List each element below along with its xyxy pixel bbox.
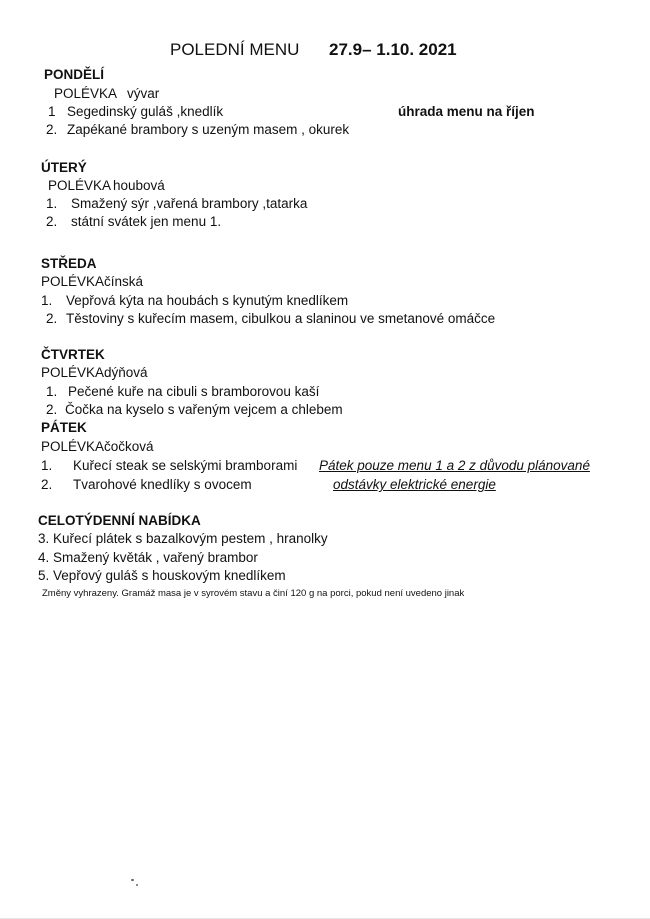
menu-item: Vepřová kýta na houbách s kynutým knedlíkem: [66, 293, 349, 308]
page-title: POLEDNÍ MENU: [170, 40, 300, 59]
scan-speck: [136, 884, 138, 886]
weekly-item: 4. Smažený květák , vařený brambor: [38, 550, 258, 565]
soup-tuesday: houbová: [113, 178, 165, 193]
payment-note: úhrada menu na říjen: [398, 104, 535, 119]
day-heading-thursday: ČTVRTEK: [41, 347, 105, 362]
soup-label-wednesday: POLÉVKA: [41, 274, 105, 289]
day-heading-wednesday: STŘEDA: [41, 256, 97, 271]
menu-item: Smažený sýr ,vařená brambory ,tatarka: [71, 196, 308, 211]
item-num: 1.: [41, 458, 53, 473]
friday-note-line1: Pátek pouze menu 1 a 2 z důvodu plánované: [319, 458, 590, 473]
menu-item: Tvarohové knedlíky s ovocem: [73, 477, 252, 492]
soup-label-monday: POLÉVKA: [54, 86, 118, 101]
weekly-item: 5. Vepřový guláš s houskovým knedlíkem: [38, 568, 286, 583]
item-num: 2.: [46, 402, 58, 417]
menu-item: Čočka na kyselo s vařeným vejcem a chlebem: [65, 402, 343, 417]
footer-note: Změny vyhrazeny. Gramáž masa je v syrovém stavu a činí 120 g na porci, pokud není uvedeno jinak: [42, 588, 465, 599]
soup-label-tuesday: POLÉVKA: [48, 178, 112, 193]
day-heading-monday: PONDĚLÍ: [44, 67, 105, 82]
menu-item: Těstoviny s kuřecím masem, cibulkou a slaninou ve smetanové omáčce: [66, 311, 496, 326]
day-heading-tuesday: ÚTERÝ: [41, 160, 87, 175]
item-num: 2.: [46, 214, 58, 229]
item-num: 1.: [46, 384, 58, 399]
item-num: 2.: [46, 311, 58, 326]
soup-thursday: dýňová: [104, 365, 148, 380]
menu-item: státní svátek jen menu 1.: [71, 214, 222, 229]
day-heading-friday: PÁTEK: [41, 420, 87, 435]
menu-item: Pečené kuře na cibuli s bramborovou kaší: [68, 384, 320, 399]
soup-friday: čočková: [104, 439, 154, 454]
weekly-heading: CELOTÝDENNÍ NABÍDKA: [38, 513, 201, 528]
item-num: 1.: [46, 196, 58, 211]
menu-item: Kuřecí steak se selskými bramborami: [73, 458, 298, 473]
menu-item: Segedinský guláš ,knedlík: [67, 104, 224, 119]
item-num: 2.: [46, 122, 58, 137]
soup-label-friday: POLÉVKA: [41, 439, 105, 454]
soup-monday: vývar: [127, 86, 160, 101]
soup-wednesday: čínská: [104, 274, 144, 289]
item-num: 1: [48, 104, 56, 119]
menu-item: Zapékané brambory s uzeným masem , okurek: [67, 122, 350, 137]
scan-speck: [131, 879, 134, 881]
friday-note-line2: odstávky elektrické energie: [333, 477, 496, 492]
item-num: 1.: [41, 293, 53, 308]
weekly-item: 3. Kuřecí plátek s bazalkovým pestem , hranolky: [38, 531, 328, 546]
soup-label-thursday: POLÉVKA: [41, 365, 105, 380]
date-range: 27.9– 1.10. 2021: [329, 40, 457, 59]
item-num: 2.: [41, 477, 53, 492]
